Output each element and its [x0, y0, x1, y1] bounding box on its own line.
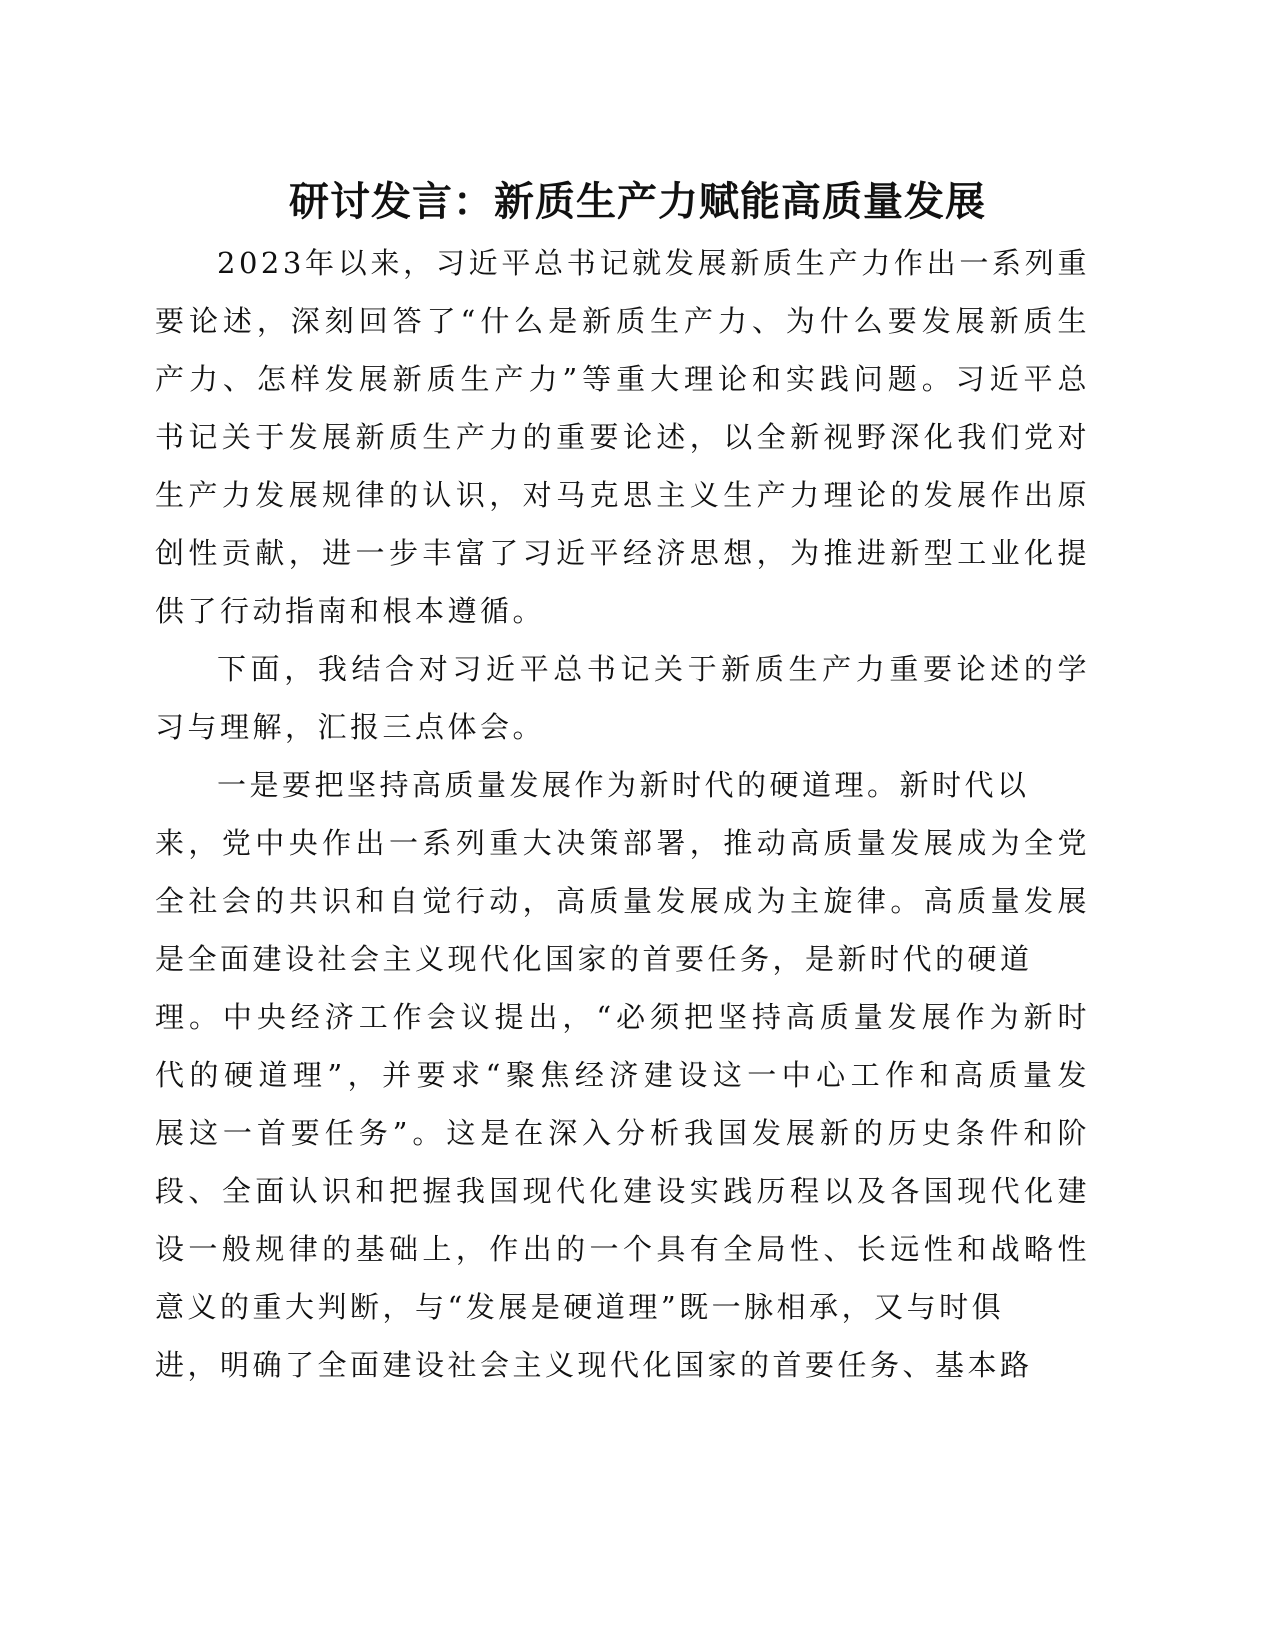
text-line: 进，明确了全面建设社会主义现代化国家的首要任务、基本路 [155, 1348, 1033, 1382]
text-line: 要论述，深刻回答了“什么是新质生产力、为什么要发展新质生 [155, 304, 1090, 338]
text-line: 是全面建设社会主义现代化国家的首要任务，是新时代的硬道 [155, 942, 1033, 976]
page-title: 研讨发言：新质生产力赋能高质量发展 [289, 179, 986, 225]
text-line: 全社会的共识和自觉行动，高质量发展成为主旋律。高质量发展 [155, 884, 1090, 918]
text-line: 习与理解，汇报三点体会。 [155, 710, 546, 744]
text-line: 生产力发展规律的认识，对马克思主义生产力理论的发展作出原 [155, 478, 1090, 512]
text-line: 设一般规律的基础上，作出的一个具有全局性、长远性和战略性 [155, 1232, 1090, 1266]
text-line: 段、全面认识和把握我国现代化建设实践历程以及各国现代化建 [155, 1174, 1090, 1208]
text-line: 2023年以来，习近平总书记就发展新质生产力作出一系列重 [217, 246, 1090, 280]
text-line: 意义的重大判断，与“发展是硬道理”既一脉相承，又与时俱 [155, 1290, 1005, 1324]
text-line: 下面，我结合对习近平总书记关于新质生产力重要论述的学 [217, 652, 1090, 686]
text-line: 书记关于发展新质生产力的重要论述，以全新视野深化我们党对 [155, 420, 1090, 454]
text-line: 一是要把坚持高质量发展作为新时代的硬道理。新时代以 [217, 768, 1030, 802]
text-line: 来，党中央作出一系列重大决策部署，推动高质量发展成为全党 [155, 826, 1090, 860]
document-body [155, 234, 1090, 1394]
text-line: 代的硬道理”，并要求“聚焦经济建设这一中心工作和高质量发 [155, 1058, 1090, 1092]
text-line: 展这一首要任务”。这是在深入分析我国发展新的历史条件和阶 [155, 1116, 1090, 1150]
text-line: 理。中央经济工作会议提出，“必须把坚持高质量发展作为新时 [155, 1000, 1090, 1034]
text-line: 创性贡献，进一步丰富了习近平经济思想，为推进新型工业化提 [155, 536, 1090, 570]
text-line: 产力、怎样发展新质生产力”等重大理论和实践问题。习近平总 [155, 362, 1090, 396]
text-line: 供了行动指南和根本遵循。 [155, 594, 546, 628]
